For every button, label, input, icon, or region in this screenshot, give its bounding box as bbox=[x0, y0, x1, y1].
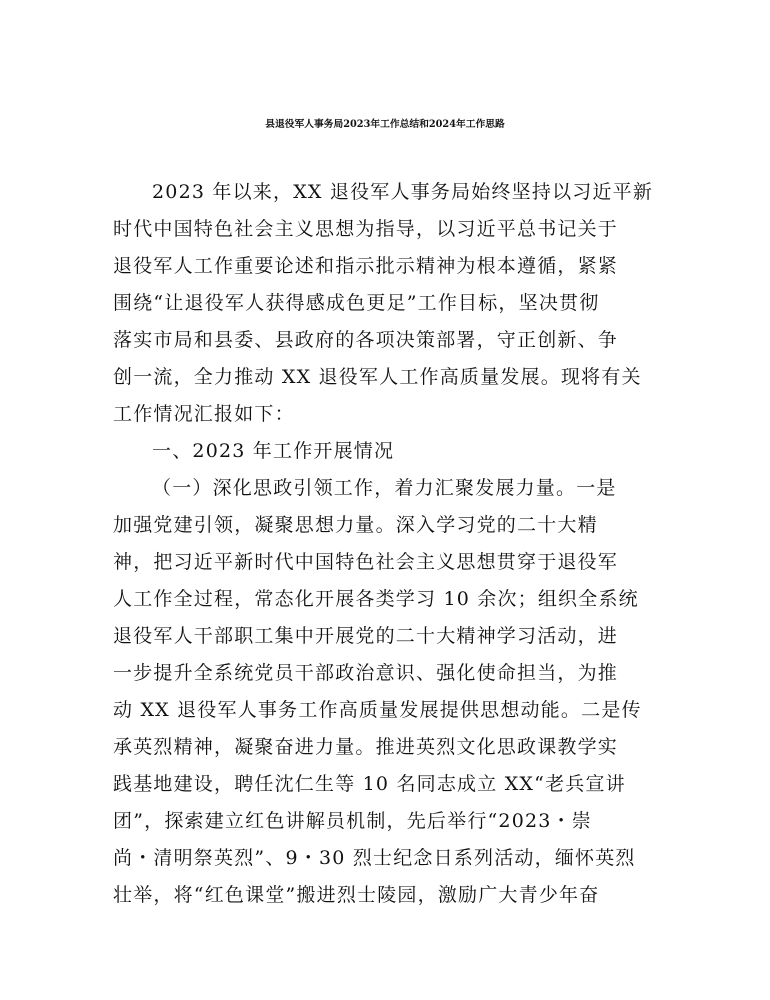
paragraph-line: 围绕“让退役军人获得感成色更足”工作目标，坚决贯彻 bbox=[113, 292, 600, 314]
paragraph-line: （一）深化思政引领工作，着力汇聚发展力量。一是 bbox=[152, 477, 617, 499]
paragraph-line: 动 XX 退役军人事务工作高质量发展提供思想动能。二是传 bbox=[113, 699, 642, 721]
document-title: 县退役军人事务局2023年工作总结和2024年工作思路 bbox=[265, 119, 505, 130]
section-heading: 一、2023 年工作开展情况 bbox=[152, 440, 395, 462]
paragraph-line: 2023 年以来，XX 退役军人事务局始终坚持以习近平新 bbox=[152, 181, 654, 203]
paragraph-line: 工作情况汇报如下： bbox=[113, 403, 295, 425]
paragraph-line: 人工作全过程，常态化开展各类学习 10 余次；组织全系统 bbox=[113, 588, 639, 610]
paragraph-line: 践基地建设，聘任沈仁生等 10 名同志成立 XX“老兵宣讲 bbox=[113, 773, 626, 795]
paragraph-line: 神，把习近平新时代中国特色社会主义思想贯穿于退役军 bbox=[113, 551, 619, 573]
paragraph-line: 创一流，全力推动 XX 退役军人工作高质量发展。现将有关 bbox=[113, 366, 642, 388]
paragraph-line: 加强党建引领，凝聚思想力量。深入学习党的二十大精 bbox=[113, 514, 598, 536]
paragraph-line: 落实市局和县委、县政府的各项决策部署，守正创新、争 bbox=[113, 329, 619, 351]
paragraph-line: 尚・清明祭英烈”、9・30 烈士纪念日系列活动，缅怀英烈 bbox=[113, 847, 636, 869]
paragraph-line: 退役军人干部职工集中开展党的二十大精神学习活动，进 bbox=[113, 625, 619, 647]
paragraph-line: 退役军人工作重要论述和指示批示精神为根本遵循，紧紧 bbox=[113, 255, 619, 277]
paragraph-line: 壮举，将“红色课堂”搬进烈士陵园，激励广大青少年奋 bbox=[113, 884, 600, 906]
paragraph-line: 团”，探索建立红色讲解员机制，先后举行“2023・崇 bbox=[113, 810, 592, 832]
paragraph-line: 时代中国特色社会主义思想为指导，以习近平总书记关于 bbox=[113, 218, 619, 240]
paragraph-line: 一步提升全系统党员干部政治意识、强化使命担当，为推 bbox=[113, 662, 619, 684]
paragraph-line: 承英烈精神，凝聚奋进力量。推进英烈文化思政课教学实 bbox=[113, 736, 619, 758]
